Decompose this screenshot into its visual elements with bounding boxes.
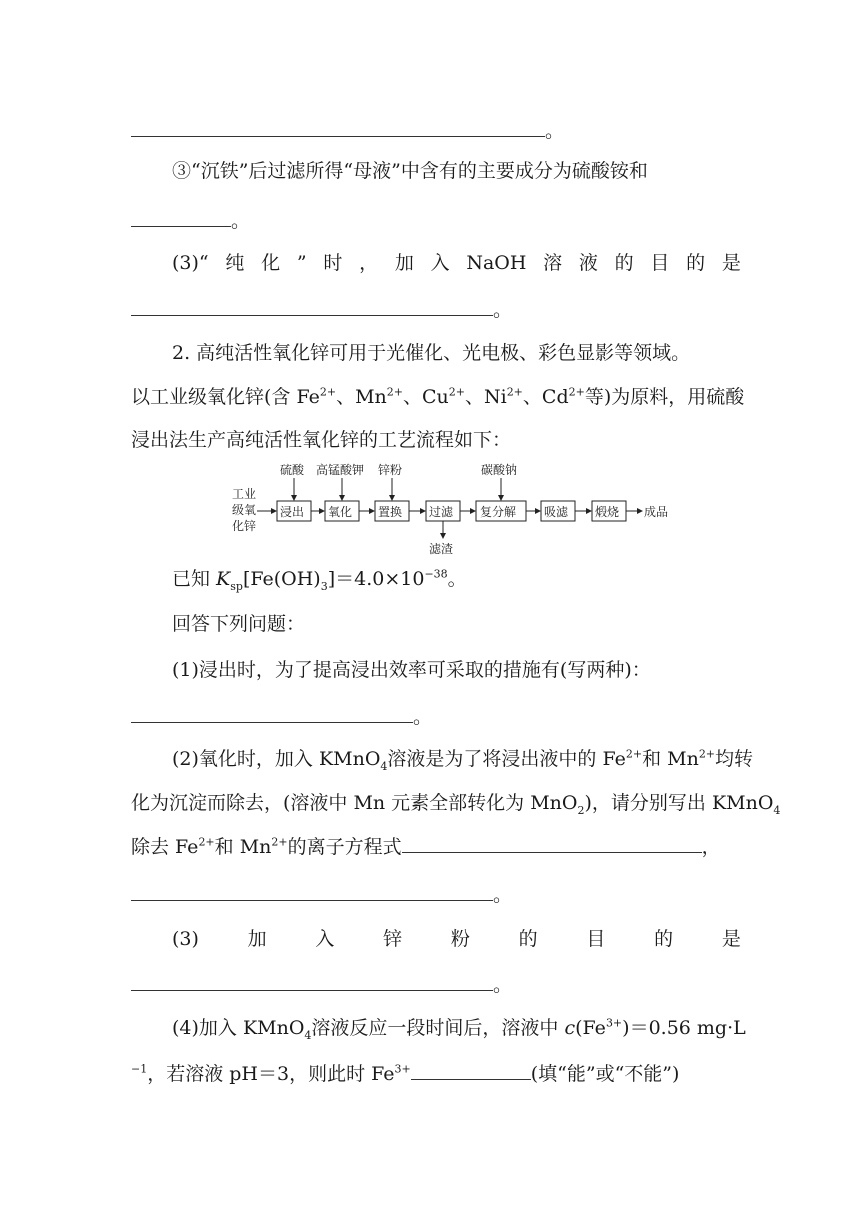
- flow-step-replace: 置换: [378, 505, 403, 519]
- answer-blank: [131, 297, 493, 316]
- answer-line-1: [131, 118, 741, 144]
- text: 以工业级氧化锌(含 Fe: [131, 386, 320, 408]
- text: ，: [701, 836, 721, 858]
- text: 均转: [715, 748, 754, 770]
- flow-output-label: 成品: [644, 505, 669, 519]
- answer-blank: [131, 972, 493, 991]
- word: NaOH: [466, 252, 527, 274]
- flow-step-leach: 浸出: [280, 505, 305, 519]
- question-2-line-2: [131, 790, 781, 817]
- given-ksp: [172, 566, 741, 592]
- word: 入: [430, 252, 450, 274]
- question-4-line-2: [131, 1061, 741, 1087]
- word: 溶: [543, 252, 563, 274]
- superscript: 3+: [605, 1016, 623, 1030]
- word: 液: [578, 252, 598, 274]
- flow-input-label-3: 化锌: [232, 519, 257, 533]
- period: 。: [231, 210, 251, 232]
- word: 粉: [450, 928, 470, 950]
- period: 。: [413, 706, 433, 728]
- answer-line-4: [131, 704, 741, 730]
- concentration-symbol: c: [564, 1017, 576, 1039]
- answer-line-6: [131, 972, 741, 998]
- text: )，请分别写出 KMnO: [584, 792, 774, 814]
- subscript: 2: [577, 803, 585, 817]
- text: (4)加入 KMnO: [172, 1017, 305, 1039]
- question-3-zinc: [172, 926, 741, 952]
- period: 。: [493, 299, 513, 321]
- superscript: 2+: [271, 835, 288, 849]
- answer-line-3: [131, 297, 741, 323]
- word: 目: [650, 252, 670, 274]
- ksp-symbol: K: [216, 568, 231, 590]
- answer-blank: [131, 208, 231, 227]
- word: 目: [586, 928, 606, 950]
- text: (2)氧化时，加入 KMnO: [172, 748, 381, 770]
- answer-blank: [402, 834, 702, 853]
- flow-reagent-zinc-powder: 锌粉: [378, 463, 403, 477]
- superscript: 2+: [506, 385, 523, 399]
- question-2-line-3: [131, 834, 741, 860]
- text: 、Ni: [464, 386, 507, 408]
- question-4-line-1: [172, 1015, 746, 1042]
- answer-blank: [411, 1061, 531, 1080]
- text: (填“能”或“不能”): [530, 1063, 680, 1085]
- word: 纯: [225, 252, 245, 274]
- word: 入: [315, 928, 335, 950]
- subscript: 3: [320, 579, 328, 593]
- superscript: 2+: [698, 747, 716, 761]
- question-2-line-1: [172, 746, 754, 773]
- text: 除去 Fe: [131, 836, 199, 858]
- flow-reagent-sulfuric-acid: 硫酸: [280, 463, 305, 477]
- superscript: 2+: [319, 385, 337, 399]
- text: 溶液是为了将浸出液中的 Fe: [387, 748, 626, 770]
- word: 的: [686, 252, 706, 274]
- problem-2-title: 2. 高纯活性氧化锌可用于光催化、光电极、彩色显影等领域。: [172, 342, 691, 364]
- flow-step-suction-filter: 吸滤: [544, 505, 569, 519]
- period: 。: [493, 974, 513, 996]
- word: 时: [323, 252, 343, 274]
- question-1: (1)浸出时，为了提高浸出效率可采取的措施有(写两种)：: [172, 659, 651, 681]
- superscript: −1: [131, 1062, 148, 1076]
- text: (Fe: [575, 1017, 606, 1039]
- superscript: 2+: [448, 385, 465, 399]
- word: 的: [518, 928, 538, 950]
- process-flow-diagram: [222, 462, 682, 558]
- flow-reagent-kmno4: 高锰酸钾: [316, 463, 365, 477]
- text: 、Cd: [522, 386, 569, 408]
- answer-line-2: [131, 208, 741, 234]
- superscript: 2+: [386, 385, 403, 399]
- text: 、Mn: [336, 386, 387, 408]
- flow-step-double-decomposition: 复分解: [480, 505, 517, 519]
- flow-step-filter: 过滤: [429, 505, 454, 519]
- word: 是: [721, 252, 741, 274]
- period: 。: [545, 120, 565, 142]
- flow-byproduct-residue: 滤渣: [429, 542, 454, 556]
- flow-step-oxidize: 氧化: [328, 505, 353, 519]
- word: (3): [172, 928, 199, 950]
- text: ，若溶液 pH＝3，则此时 Fe: [147, 1063, 395, 1085]
- text: 溶液反应一段时间后，溶液中: [311, 1017, 565, 1039]
- superscript: 2+: [568, 385, 585, 399]
- word: 的: [614, 252, 634, 274]
- word: 加: [394, 252, 414, 274]
- text: )＝0.56 mg·L: [622, 1017, 746, 1039]
- period: 。: [493, 884, 513, 906]
- text: 和 Mn: [642, 748, 699, 770]
- word: 锌: [383, 928, 403, 950]
- superscript: 2+: [198, 835, 215, 849]
- word: (3)“: [172, 252, 209, 274]
- subscript: sp: [230, 579, 243, 593]
- text: 化为沉淀而除去，(溶液中 Mn 元素全部转化为 MnO: [131, 792, 578, 814]
- text: 。: [447, 568, 467, 590]
- text: ]＝4.0×10: [327, 568, 425, 590]
- subscript: 4: [773, 803, 781, 817]
- answer-prompt: 回答下列问题：: [172, 613, 306, 635]
- flow-reagent-sodium-carbonate: 碳酸钠: [481, 463, 518, 477]
- flow-input-label-1: 工业: [232, 487, 257, 501]
- text: 的离子方程式: [287, 836, 402, 858]
- text: 和 Mn: [214, 836, 272, 858]
- word: 化: [261, 252, 281, 274]
- text: 已知: [172, 568, 217, 590]
- question-2-3: ③“沉铁”后过滤所得“母液”中含有的主要成分为硫酸铵和: [172, 160, 648, 182]
- flow-input-label-2: 级氧: [232, 503, 257, 517]
- word: ”: [296, 252, 307, 274]
- flow-step-calcine: 煅烧: [595, 505, 620, 519]
- text: 、Cu: [402, 386, 449, 408]
- problem-2-intro-2: 浸出法生产高纯活性氧化锌的工艺流程如下：: [131, 429, 512, 451]
- text: [Fe(OH): [242, 568, 321, 590]
- flow-svg: [222, 462, 682, 558]
- superscript: 3+: [394, 1062, 411, 1076]
- subscript: 4: [304, 1028, 312, 1042]
- word: 是: [721, 928, 741, 950]
- answer-blank: [131, 118, 545, 137]
- word: 的: [654, 928, 674, 950]
- answer-blank: [131, 882, 493, 901]
- superscript: −38: [424, 567, 448, 581]
- answer-blank: [131, 704, 413, 723]
- problem-2-intro-1: [131, 384, 745, 410]
- word: 加: [247, 928, 267, 950]
- text: 等)为原料，用硫酸: [584, 386, 745, 408]
- question-3: [172, 250, 741, 276]
- answer-line-5: [131, 882, 741, 908]
- word: ，: [359, 252, 379, 274]
- subscript: 4: [380, 759, 388, 773]
- superscript: 2+: [625, 747, 643, 761]
